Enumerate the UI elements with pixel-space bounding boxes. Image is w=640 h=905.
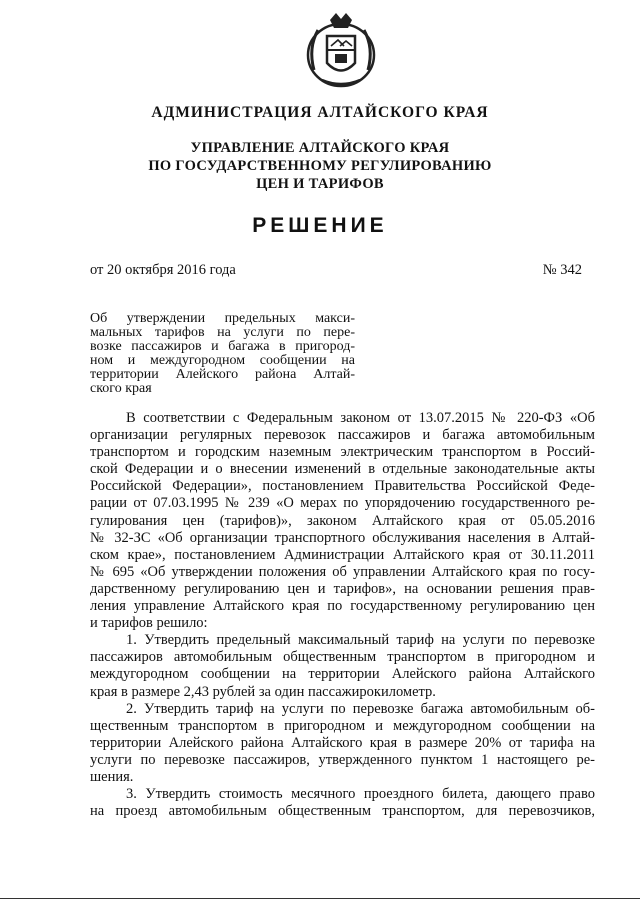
body-line: В соответствии с Федеральным законом от 13.07.2015 № 220-ФЗ «Об xyxy=(126,410,595,426)
body-line: 1. Утвердить предельный максимальный тариф на услуги по перевозке xyxy=(126,632,595,649)
body-line: на проезд автомобильным общественным транспортом, для перевозчиков, xyxy=(90,803,595,820)
administration-name: АДМИНИСТРАЦИЯ АЛТАЙСКОГО КРАЯ xyxy=(151,104,489,121)
body-line: № 695 «Об утверждении положения об управлении Алтайского края по госу- xyxy=(90,563,595,580)
body-line: края в размере 2,43 рублей за один пассажирокилометр. xyxy=(90,683,436,700)
body-line: ском крае», постановлением Администрации Алтайского края от 30.11.2011 xyxy=(90,546,595,563)
decision-number: № 342 xyxy=(542,262,582,278)
body-line: междугородном сообщении на территории Алейского района Алтайского xyxy=(90,666,595,683)
document-type-title: РЕШЕНИЕ xyxy=(252,214,388,237)
body-line: пассажиров автомобильным общественным транспортом в пригородном и xyxy=(90,649,595,666)
body-line: гулирования цен (тарифов)», законом Алтайского края от 05.05.2016 xyxy=(90,512,595,529)
body-line: территории Алейского района Алтайского края в размере 20% от тарифа на xyxy=(90,734,595,751)
body-line: ской Федерации и о внесении изменений в отдельные законодательные акты xyxy=(90,461,595,478)
body-line: ления управление Алтайского края по государственному регулированию цен xyxy=(90,598,595,615)
body-line: транспортом и городским наземным электрическим транспортом в Россий- xyxy=(90,444,595,461)
department-name: УПРАВЛЕНИЕ АЛТАЙСКОГО КРАЯ ПО ГОСУДАРСТВЕННОМУ РЕГУЛИРОВАНИЮ ЦЕН И ТАРИФОВ xyxy=(148,140,492,192)
page-bottom-rule xyxy=(0,898,640,899)
decision-subject: Об утверждении предельных макси- мальных тарифов на услуги по пере- возке пассажиров и багажа в пригород- ном и междугородном сообщении на территории Алейского района Алтай- ского края xyxy=(90,311,355,396)
decision-body xyxy=(90,410,595,820)
body-line: щественным транспортом в пригородном и междугородном сообщении на xyxy=(90,717,595,734)
coat-of-arms-icon xyxy=(300,8,382,90)
body-line: 3. Утвердить стоимость месячного проездного билета, дающего право xyxy=(126,786,595,803)
body-line: услуги по перевозке пассажиров, утвержденного пунктом 1 настоящего ре- xyxy=(90,751,595,768)
body-line: и тарифов решило: xyxy=(90,615,208,632)
body-line: организации регулярных перевозок пассажиров и багажа автомобильным xyxy=(90,427,595,444)
body-line: шения. xyxy=(90,768,134,785)
body-line: 2. Утвердить тариф на услуги по перевозке багажа автомобильным об- xyxy=(126,700,595,717)
decision-date: от 20 октября 2016 года xyxy=(90,262,236,278)
body-line: рации от 07.03.1995 № 239 «О мерах по упорядочению государственного ре- xyxy=(90,495,595,512)
body-line: № 32-ЗС «Об организации транспортного обслуживания населения в Алтай- xyxy=(90,529,595,546)
body-line: дарственному регулированию цен и тарифов», на основании решения прав- xyxy=(90,580,595,597)
body-line: Российской Федерации», постановлением Правительства Российской Феде- xyxy=(90,478,595,495)
